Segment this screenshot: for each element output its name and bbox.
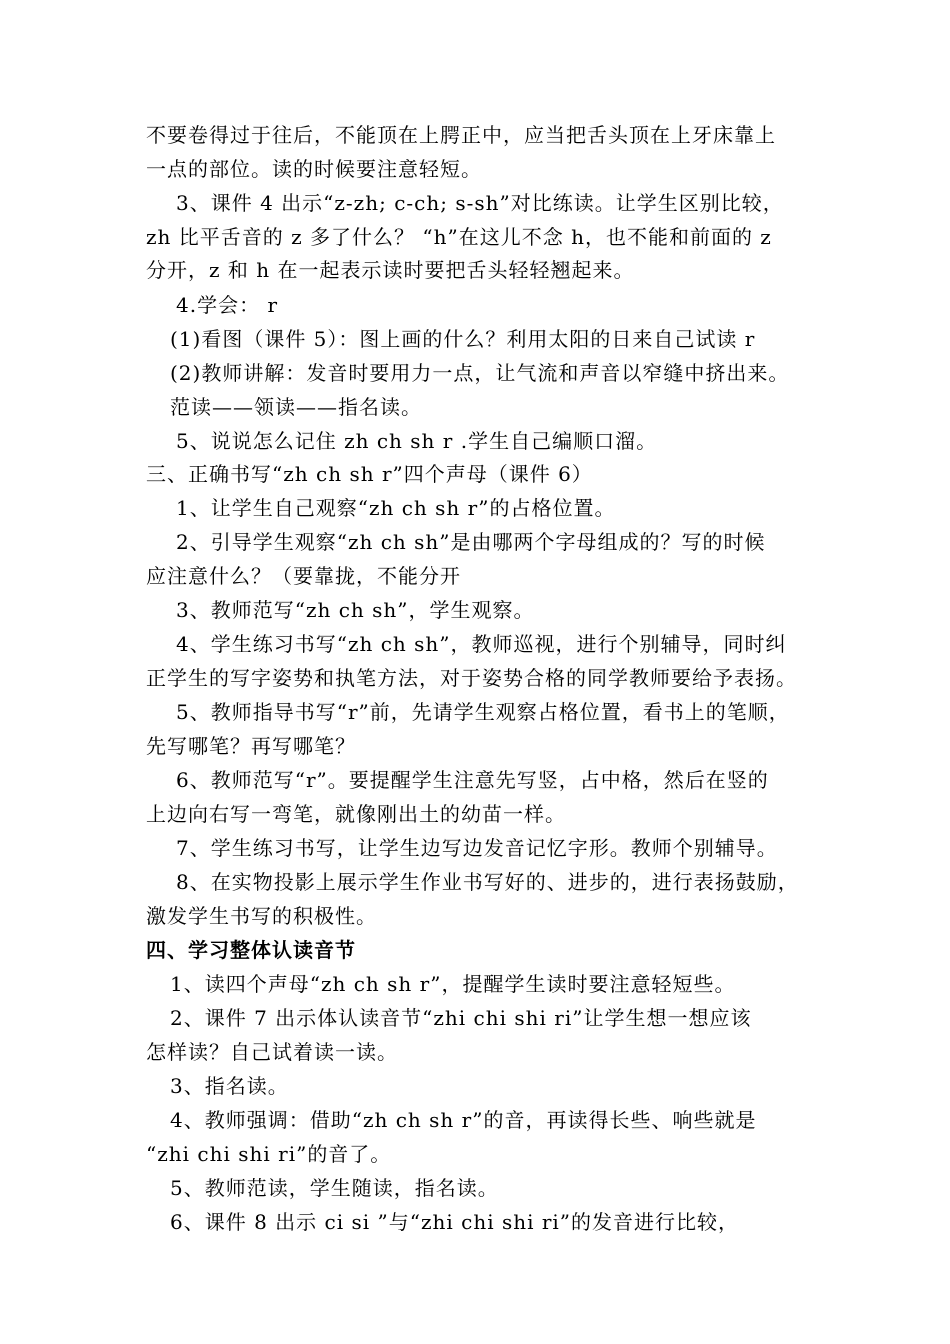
- text-line: 8、在实物投影上展示学生作业书写好的、进步的，进行表扬鼓励，: [176, 870, 799, 894]
- text-line: 6、课件 8 出示 ci si ”与“zhi chi shi ri”的发音进行比较，: [170, 1210, 740, 1234]
- text-line: 3、指名读。: [170, 1074, 289, 1098]
- text-line: 怎样读？自己试着读一读。: [146, 1040, 398, 1064]
- text-line: 5、教师范读，学生随读，指名读。: [170, 1176, 499, 1200]
- text-line: 3、课件 4 出示“z-zh; c-ch; s-sh”对比练读。让学生区别比较，: [176, 191, 784, 215]
- text-line: 正学生的写字姿势和执笔方法，对于姿势合格的同学教师要给予表扬。: [146, 666, 797, 690]
- text-line: 不要卷得过于往后，不能顶在上腭正中，应当把舌头顶在上牙床靠上: [146, 123, 776, 147]
- text-line: 4、学生练习书写“zh ch sh”，教师巡视，进行个别辅导，同时纠: [176, 632, 787, 656]
- text-line: 7、学生练习书写，让学生边写边发音记忆字形。教师个别辅导。: [176, 836, 778, 860]
- section-heading: 四、学习整体认读音节: [146, 938, 356, 962]
- text-line: “zhi chi shi ri”的音了。: [146, 1142, 392, 1166]
- text-line: 4、教师强调：借助“zh ch sh r”的音，再读得长些、响些就是: [170, 1108, 757, 1132]
- text-line: 2、课件 7 出示体认读音节“zhi chi shi ri”让学生想一想应该: [170, 1006, 752, 1030]
- text-line: 6、教师范写“r”。要提醒学生注意先写竖，占中格，然后在竖的: [176, 768, 769, 792]
- text-line: 1、让学生自己观察“zh ch sh r”的占格位置。: [176, 496, 616, 520]
- text-line: 范读——领读——指名读。: [170, 395, 422, 419]
- text-line: 激发学生书写的积极性。: [146, 904, 377, 928]
- text-line: zh 比平舌音的 z 多了什么？ “h”在这儿不念 h，也不能和前面的 z: [146, 225, 772, 249]
- text-line: 先写哪笔？再写哪笔？: [146, 734, 356, 758]
- text-line: 4.学会： r: [176, 293, 278, 317]
- text-line: 应注意什么？（要靠拢，不能分开: [146, 564, 461, 588]
- text-line: 5、说说怎么记住 zh ch sh r .学生自己编顺口溜。: [176, 429, 658, 453]
- text-line: 分开，z 和 h 在一起表示读时要把舌头轻轻翘起来。: [146, 258, 635, 282]
- text-line: 3、教师范写“zh ch sh”，学生观察。: [176, 598, 535, 622]
- text-line: 5、教师指导书写“r”前，先请学生观察占格位置，看书上的笔顺，: [176, 700, 790, 724]
- text-line: 上边向右写一弯笔，就像刚出土的幼苗一样。: [146, 802, 566, 826]
- text-line: 一点的部位。读的时候要注意轻短。: [146, 157, 482, 181]
- text-line: (2)教师讲解：发音时要用力一点，让气流和声音以窄缝中挤出来。: [170, 361, 790, 385]
- text-line: (1)看图（课件 5）：图上画的什么？利用太阳的日来自己试读 r: [170, 327, 756, 351]
- text-line: 2、引导学生观察“zh ch sh”是由哪两个字母组成的？写的时候: [176, 530, 766, 554]
- text-line: 1、读四个声母“zh ch sh r”，提醒学生读时要注意轻短些。: [170, 972, 736, 996]
- section-heading: 三、正确书写“zh ch sh r”四个声母（课件 6）: [146, 462, 593, 486]
